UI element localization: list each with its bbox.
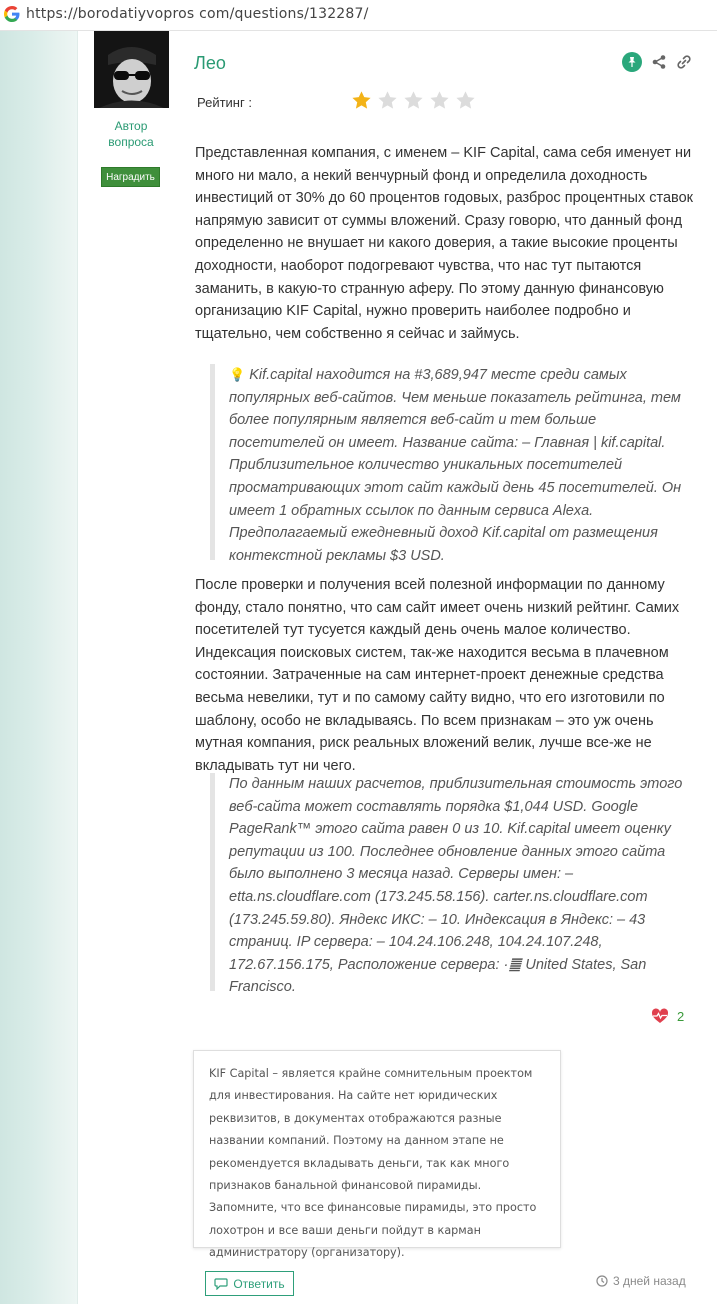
reply-button[interactable]: [205, 1271, 294, 1296]
author-role-label: Автор вопроса: [108, 119, 154, 149]
blockquote-2: [210, 773, 695, 996]
clock-icon: [596, 1275, 608, 1287]
rating-stars[interactable]: [351, 90, 476, 111]
post-actions: [622, 52, 692, 72]
time-ago: 3 дней назад: [613, 1274, 686, 1288]
blockquote-1-text: Kif.capital находится на #3,689,947 месте среди самых популярных веб-сайтов. Чем меньше показатель рейтинга, тем более популярным является веб-сайт и тем больше посетителей он имеет. Название сайта: – Главная | kif.capital. Приблизительное количество уникальных посетителей просматривающих этот сайт каждый день 45 посетителей. Он имеет 1 обратных ссылок по данным сервиса Alexa. Предполагаемый ежедневный доход Kif.capital от размещения контекстной рекламы $3 USD.: [229, 367, 682, 564]
star-empty-icon[interactable]: [403, 90, 424, 111]
star-empty-icon[interactable]: [429, 90, 450, 111]
comment-icon: [214, 1278, 228, 1290]
lightbulb-icon: 💡: [229, 367, 246, 382]
google-icon: [4, 6, 20, 22]
likes[interactable]: [651, 1008, 684, 1024]
blockquote-1: [210, 364, 695, 564]
answer-text: KIF Capital – является крайне сомнительным проектом для инвестирования. На сайте нет юридических реквизитов, в документах отображаются разные названии компаний. Поэтому на данном этапе не рекомендуется вкладывать деньги, так как много признаков банальной финансовой пирамиды. Запомните, что все финансовые пирамиды, это просто лохотрон и все ваши деньги пойдут в карман администратору (организатору).: [209, 1067, 537, 1260]
avatar[interactable]: [94, 31, 169, 108]
star-empty-icon[interactable]: [377, 90, 398, 111]
answer-card: [193, 1050, 561, 1260]
share-icon[interactable]: [651, 54, 667, 70]
left-sidebar-background: [0, 31, 78, 1304]
author-name[interactable]: Лео: [194, 53, 226, 73]
pin-icon[interactable]: [622, 52, 642, 72]
blockquote-2-text: По данным наших расчетов, приблизительная стоимость этого веб-сайта может составлять порядка $1,044 USD. Google PageRank™ этого сайта равен 0 из 10. Kif.capital имеет оценку репутации из 100. Последнее обновление данных этого сайта было выполнено 3 месяца назад. Серверы имен: – etta.ns.cloudflare.com (173.245.58.156). carter.ns.cloudflare.com (173.245.59.80). Яндекс ИКС: – 10. Индексация в Яндекс: – 43 страниц. IP сервера: – 104.24.106.248, 104.24.107.248, 172.67.156.175, Расположение сервера: ·䷀ United States, San Francisco.: [229, 776, 683, 996]
award-button[interactable]: Наградить: [101, 167, 160, 187]
sidebar-divider: [77, 31, 78, 1304]
reply-button-label: Ответить: [233, 1276, 285, 1291]
heartbeat-icon[interactable]: [651, 1008, 669, 1024]
likes-count: 2: [677, 1008, 685, 1024]
star-filled-icon[interactable]: [351, 90, 372, 111]
browser-address-bar[interactable]: [0, 0, 717, 31]
post-paragraph-1: Представленная компания, с именем – KIF Capital, сама себя именует ни много ни мало, а некий венчурный фонд и определила доходность инвестиций от 30% до 60 процентов годовых, разброс процентных ставок напрямую зависит от суммы вложений. Сразу говорю, что данный фонд определенно не внушает ни какого доверия, а такие высокие проценты доходности, наоборот подогревают чувства, что нас тут пытаются заманить, в какую-то странную аферу. По этому данную финансовую организацию KIF Capital, нужно проверить наиболее подробно и тщательно, чем собственно я сейчас и займусь.: [195, 145, 693, 342]
rating-label: Рейтинг :: [197, 95, 252, 110]
link-icon[interactable]: [676, 54, 692, 70]
post-paragraph-2: После проверки и получения всей полезной информации по данному фонду, стало понятно, что сам сайт имеет очень низкий рейтинг. Самих посетителей тут тусуется каждый день очень малое количество. Индексация поисковых систем, так-же находится весьма в плачевном состоянии. Затраченные на сам интернет-проект денежные средства весьма невелики, тут и по самому сайту видно, что его изготовили по шаблону, особо не вкладываясь. По всем признакам – это уж очень мутная компания, риск реальных вложений велик, лучше все-же не вкладывать тут ни чего.: [195, 577, 680, 774]
star-empty-icon[interactable]: [455, 90, 476, 111]
url-text[interactable]: https://borodatiyvopros com/questions/132287/: [26, 6, 369, 22]
avatar-image: [94, 31, 169, 108]
post-time: [596, 1274, 686, 1288]
